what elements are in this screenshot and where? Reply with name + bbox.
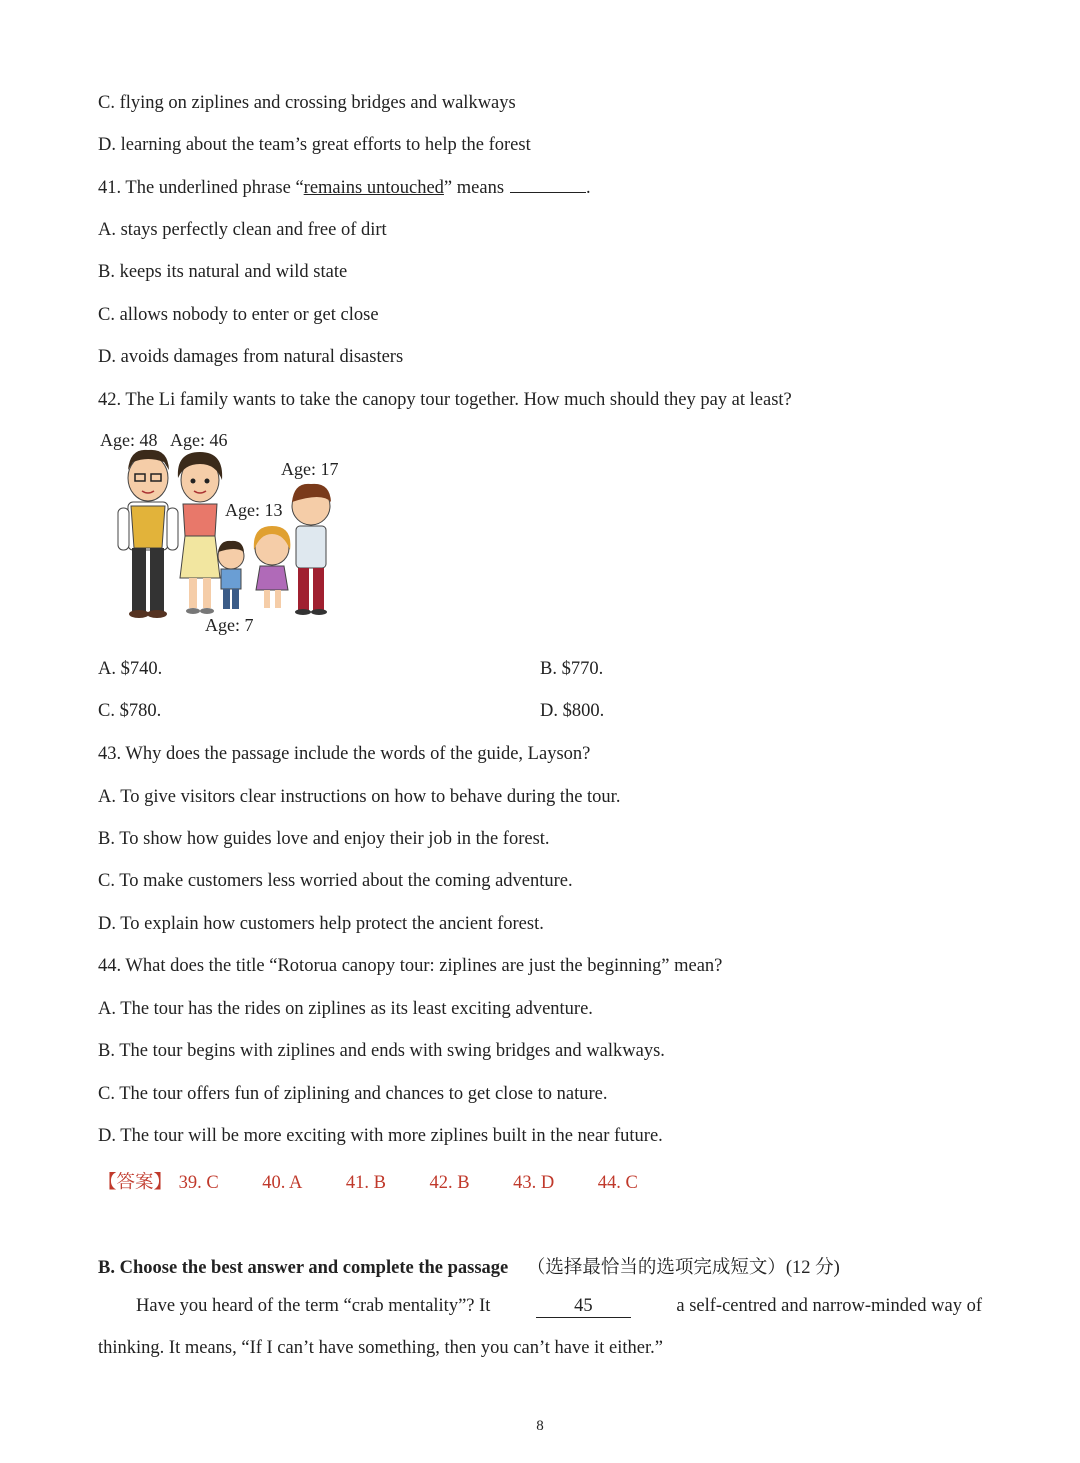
q41-prefix: 41. The underlined phrase “ (98, 178, 304, 198)
q42-question: 42. The Li family wants to take the canopy tour together. How much should they pay at least? (98, 390, 792, 410)
q43-option-c: C. To make customers less worried about the coming adventure. (98, 871, 573, 891)
q41-suffix: ” means (443, 178, 505, 198)
q41-option-d: D. avoids damages from natural disasters (98, 347, 404, 367)
q44-question: 44. What does the title “Rotorua canopy tour: ziplines are just the beginning” mean? (98, 956, 723, 976)
answer-40: 40. A (262, 1173, 303, 1193)
q40-option-c: C. flying on ziplines and crossing bridges and walkways (98, 93, 516, 113)
answer-key-label: 【答案】 (98, 1173, 173, 1193)
answer-41: 41. B (345, 1173, 386, 1193)
answer-key (98, 1168, 638, 1194)
q41-underlined-phrase: remains untouched (303, 178, 444, 198)
family-cartoon-svg (98, 428, 358, 643)
q43-option-b: B. To show how guides love and enjoy their job in the forest. (98, 829, 550, 849)
section-b-heading (98, 1253, 840, 1279)
q43-question: 43. Why does the passage include the words of the guide, Layson? (98, 744, 591, 764)
q44-option-d: D. The tour will be more exciting with more ziplines built in the near future. (98, 1126, 663, 1146)
q42-option-c: C. $780. (98, 701, 162, 721)
section-b-title-cn: （选择最恰当的选项完成短文）(12 分) (526, 1258, 840, 1278)
answer-44: 44. C (597, 1173, 638, 1193)
answer-42: 42. B (429, 1173, 470, 1193)
age-label-girl: Age: 13 (225, 500, 283, 520)
boy-figure (218, 541, 244, 609)
section-b-title: B. Choose the best answer and complete the passage (98, 1258, 509, 1278)
blank-45: 45 (536, 1296, 631, 1318)
page-number: 8 (536, 1418, 544, 1434)
age-label-boy: Age: 7 (205, 615, 254, 635)
passage-line-2: thinking. It means, “If I can’t have something, then you can’t have it either.” (98, 1338, 663, 1358)
q43-option-a: A. To give visitors clear instructions on how to behave during the tour. (98, 787, 621, 807)
age-label-father: Age: 48 (100, 430, 158, 450)
age-label-teen: Age: 17 (281, 459, 339, 479)
q44-option-c: C. The tour offers fun of ziplining and chances to get close to nature. (98, 1084, 608, 1104)
q41-option-c: C. allows nobody to enter or get close (98, 305, 379, 325)
q42-option-d: D. $800. (540, 701, 605, 721)
q41-end: . (586, 178, 591, 198)
father-figure (118, 450, 178, 618)
family-illustration (98, 428, 358, 643)
q41-question (98, 178, 591, 199)
passage-line-1-part-b: a self-centred and narrow-minded way of (676, 1296, 982, 1316)
answer-43: 43. D (513, 1173, 555, 1193)
passage-line-1 (136, 1296, 982, 1318)
q42-option-a: A. $740. (98, 659, 163, 679)
answer-39: 39. C (178, 1173, 219, 1193)
passage-line-1-part-a: Have you heard of the term “crab mentality”? It (136, 1296, 491, 1316)
q44-option-a: A. The tour has the rides on ziplines as its least exciting adventure. (98, 999, 593, 1019)
q41-answer-blank (510, 178, 586, 193)
q41-option-a: A. stays perfectly clean and free of dirt (98, 220, 387, 240)
q44-option-b: B. The tour begins with ziplines and ends with swing bridges and walkways. (98, 1041, 665, 1061)
q40-option-d: D. learning about the team’s great efforts to help the forest (98, 135, 531, 155)
teen-figure (292, 484, 331, 615)
age-label-mother: Age: 46 (170, 430, 228, 450)
q41-option-b: B. keeps its natural and wild state (98, 262, 348, 282)
girl-figure (254, 526, 291, 608)
q43-option-d: D. To explain how customers help protect the ancient forest. (98, 914, 544, 934)
q42-option-b: B. $770. (540, 659, 604, 679)
mother-figure (178, 452, 222, 614)
